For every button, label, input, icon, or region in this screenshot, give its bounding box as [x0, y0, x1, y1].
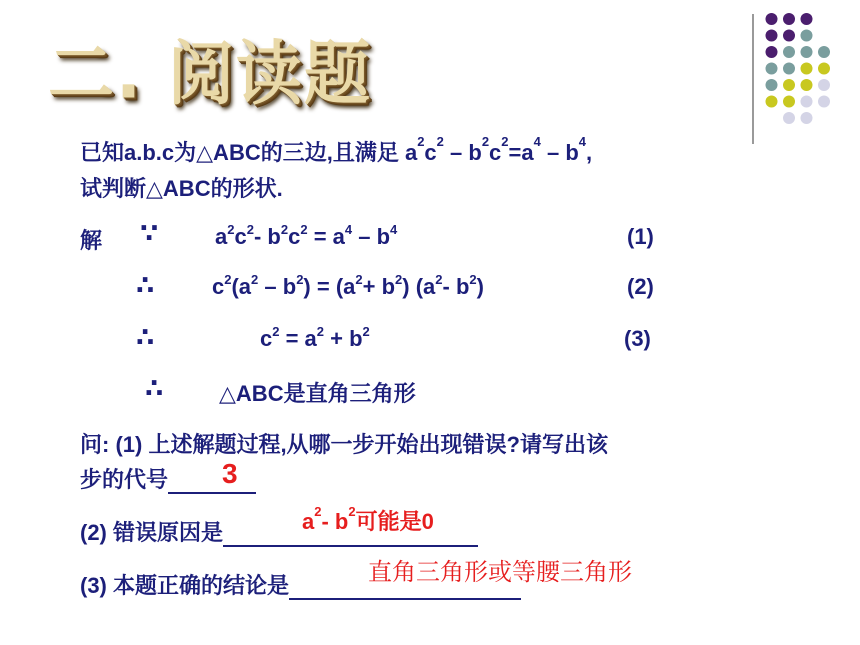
step2-equation: $c^2(a^2 - b^2) = (a^2+ b^2)$ ($a^2-$ $b^2$)	[212, 272, 484, 299]
page-title: 二. 阅读题	[48, 33, 373, 115]
decorative-dot	[783, 96, 795, 108]
decorative-dot	[783, 46, 795, 58]
because-symbol: ∵	[140, 218, 159, 248]
decorative-dot	[783, 63, 795, 75]
answer-3: 直角三角形或等腰三角形	[368, 559, 632, 586]
decorative-dot	[766, 79, 778, 91]
problem-line-1: 已知a.b.c为△ABC的三边,且满足 $a^2c^2 - b^2c^2=a^4 - b^4$,	[80, 134, 593, 165]
decorative-dot	[801, 96, 813, 108]
decorative-dot	[766, 13, 778, 25]
question-2: (2) 错误原因是	[80, 516, 478, 547]
decorative-dot	[766, 30, 778, 42]
question-3: (3) 本题正确的结论是	[80, 569, 521, 600]
answer-2: $a^2-$ $b^2$可能是0	[302, 504, 434, 534]
decorative-dot	[818, 46, 830, 58]
step2-label: (2)	[627, 274, 654, 299]
decorative-dot	[783, 79, 795, 91]
decorative-dot	[801, 13, 813, 25]
therefore-symbol-1: ∴	[136, 270, 155, 300]
question-1-line-1: 问: (1) 上述解题过程,从哪一步开始出现错误?请写出该	[80, 432, 608, 457]
decorative-dot	[801, 30, 813, 42]
therefore-symbol-2: ∴	[136, 322, 155, 352]
decorative-dot	[766, 63, 778, 75]
question-1-line-2: 步的代号	[80, 463, 256, 494]
decorative-dot	[766, 96, 778, 108]
decorative-dot	[818, 63, 830, 75]
step3-label: (3)	[624, 326, 651, 351]
therefore-symbol-3: ∴	[145, 373, 164, 403]
decorative-dot	[783, 13, 795, 25]
solution-prefix: 解	[80, 228, 103, 253]
decorative-dot	[818, 79, 830, 91]
decorative-dot	[801, 112, 813, 124]
step1-label: (1)	[627, 224, 654, 249]
decorative-dot	[801, 46, 813, 58]
decorative-dot	[783, 112, 795, 124]
step3-equation: $c^2 = a^2 + b^2$	[260, 324, 370, 351]
decorative-dot	[766, 46, 778, 58]
decorative-dot	[801, 63, 813, 75]
step1-equation: $a^2c^2-$ $b^2c^2 = a^4 - b^4$	[215, 222, 398, 249]
decorative-dots	[0, 0, 860, 145]
answer-1: 3	[222, 458, 238, 489]
problem-line-2: 试判断△ABC的形状.	[80, 176, 283, 201]
decorative-dot	[801, 79, 813, 91]
decorative-dot	[783, 30, 795, 42]
decorative-dot	[818, 96, 830, 108]
step4-conclusion: △ABC是直角三角形	[219, 381, 416, 406]
